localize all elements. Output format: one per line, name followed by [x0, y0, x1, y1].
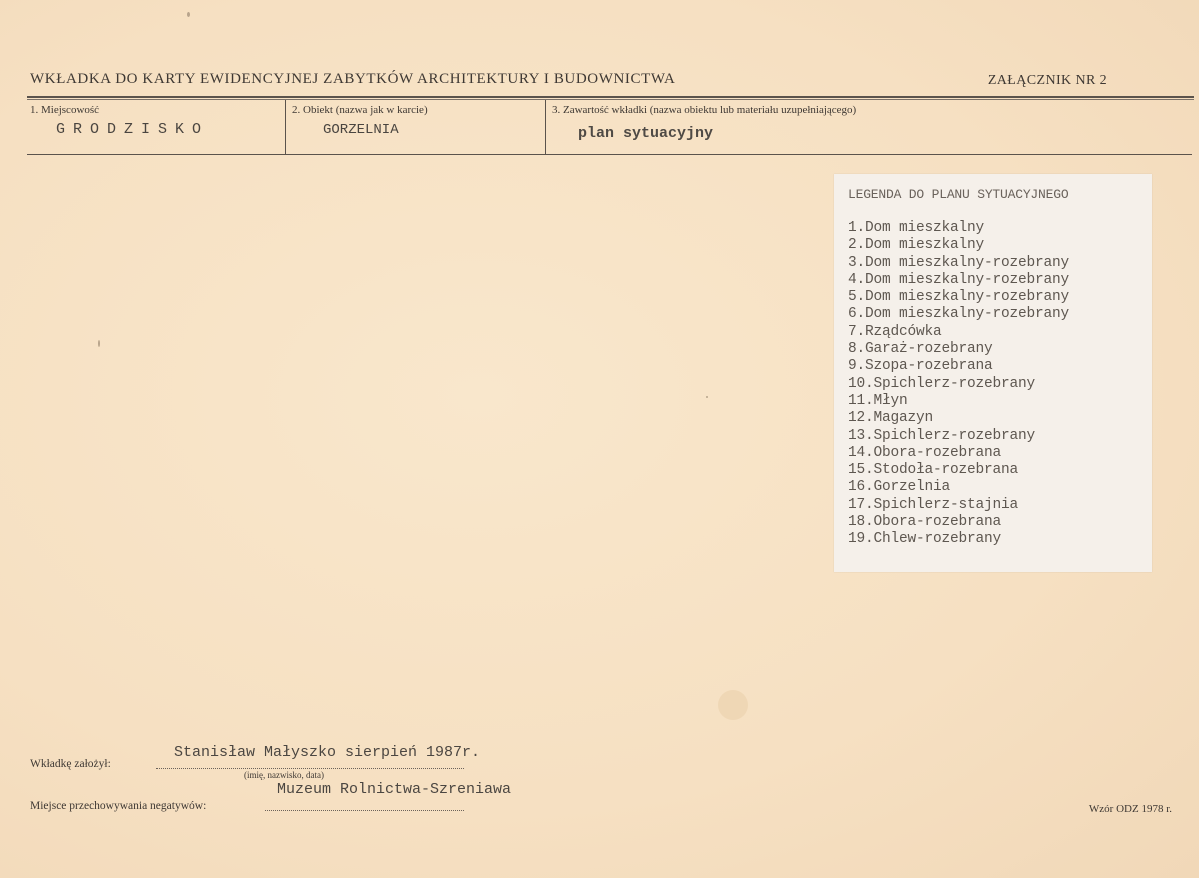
- paper-stain: [718, 690, 748, 720]
- storage-label: Miejsce przechowywania negatywów:: [30, 800, 207, 812]
- legend-item: 5.Dom mieszkalny-rozebrany: [848, 289, 1070, 306]
- legend-item: 12.Magazyn: [848, 410, 934, 427]
- legend-item: 10.Spichlerz-rozebrany: [848, 375, 1036, 392]
- legend-item: 2.Dom mieszkalny: [848, 237, 985, 254]
- legend-item: 19.Chlew-rozebrany: [848, 531, 1002, 548]
- legend-item: 13.Spichlerz-rozebrany: [848, 427, 1036, 444]
- field-contents-label: 3. Zawartość wkładki (nazwa obiektu lub materiału uzupełniającego): [552, 104, 857, 116]
- legend-item: 7.Rządcówka: [848, 323, 942, 340]
- form-title: WKŁADKA DO KARTY EWIDENCYJNEJ ZABYTKÓW ARCHITEKTURY I BUDOWNICTWA: [30, 71, 676, 87]
- header-rule-thin: [27, 99, 1194, 100]
- legend-slip: [834, 174, 1152, 572]
- field-locality-value: GRODZISKO: [56, 121, 210, 138]
- founded-hint: (imię, nazwisko, data): [244, 770, 324, 780]
- founded-dotted-line: [156, 768, 464, 769]
- storage-dotted-line: [265, 810, 464, 811]
- legend-title: LEGENDA DO PLANU SYTUACYJNEGO: [848, 187, 1069, 202]
- annex-number: ZAŁĄCZNIK NR 2: [987, 73, 1107, 88]
- legend-item: 16.Gorzelnia: [848, 479, 951, 496]
- legend-item: 8.Garaż-rozebrany: [848, 341, 993, 358]
- legend-item: 4.Dom mieszkalny-rozebrany: [848, 271, 1070, 288]
- legend-item: 11.Młyn: [848, 392, 908, 409]
- legend-item: 18.Obora-rozebrana: [848, 514, 1002, 531]
- field-divider: [285, 100, 286, 154]
- legend-item: 14.Obora-rozebrana: [848, 444, 1002, 461]
- paper-speck: [98, 340, 100, 347]
- header-rule: [27, 96, 1194, 98]
- legend-item: 15.Stodoła-rozebrana: [848, 462, 1019, 479]
- field-object-label: 2. Obiekt (nazwa jak w karcie): [292, 104, 428, 116]
- storage-value: Muzeum Rolnictwa-Szreniawa: [277, 781, 512, 798]
- legend-item: 1.Dom mieszkalny: [848, 220, 985, 236]
- paper-speck: [706, 396, 708, 398]
- form-code: Wzór ODZ 1978 r.: [1088, 803, 1172, 815]
- paper-speck: [187, 12, 190, 17]
- field-object-value: GORZELNIA: [323, 122, 399, 138]
- fields-rule: [27, 154, 1192, 155]
- legend-item: 9.Szopa-rozebrana: [848, 358, 993, 375]
- founded-label: Wkładkę założył:: [30, 758, 111, 770]
- legend-item: 17.Spichlerz-stajnia: [848, 496, 1019, 513]
- legend-item: 3.Dom mieszkalny-rozebrany: [848, 254, 1070, 271]
- legend-item: 6.Dom mieszkalny-rozebrany: [848, 306, 1070, 323]
- legend-list: [848, 220, 1069, 549]
- field-contents-value: plan sytuacyjny: [578, 125, 714, 142]
- field-divider: [545, 100, 546, 154]
- founded-value: Stanisław Małyszko sierpień 1987r.: [174, 744, 481, 761]
- field-locality-label: 1. Miejscowość: [30, 104, 100, 116]
